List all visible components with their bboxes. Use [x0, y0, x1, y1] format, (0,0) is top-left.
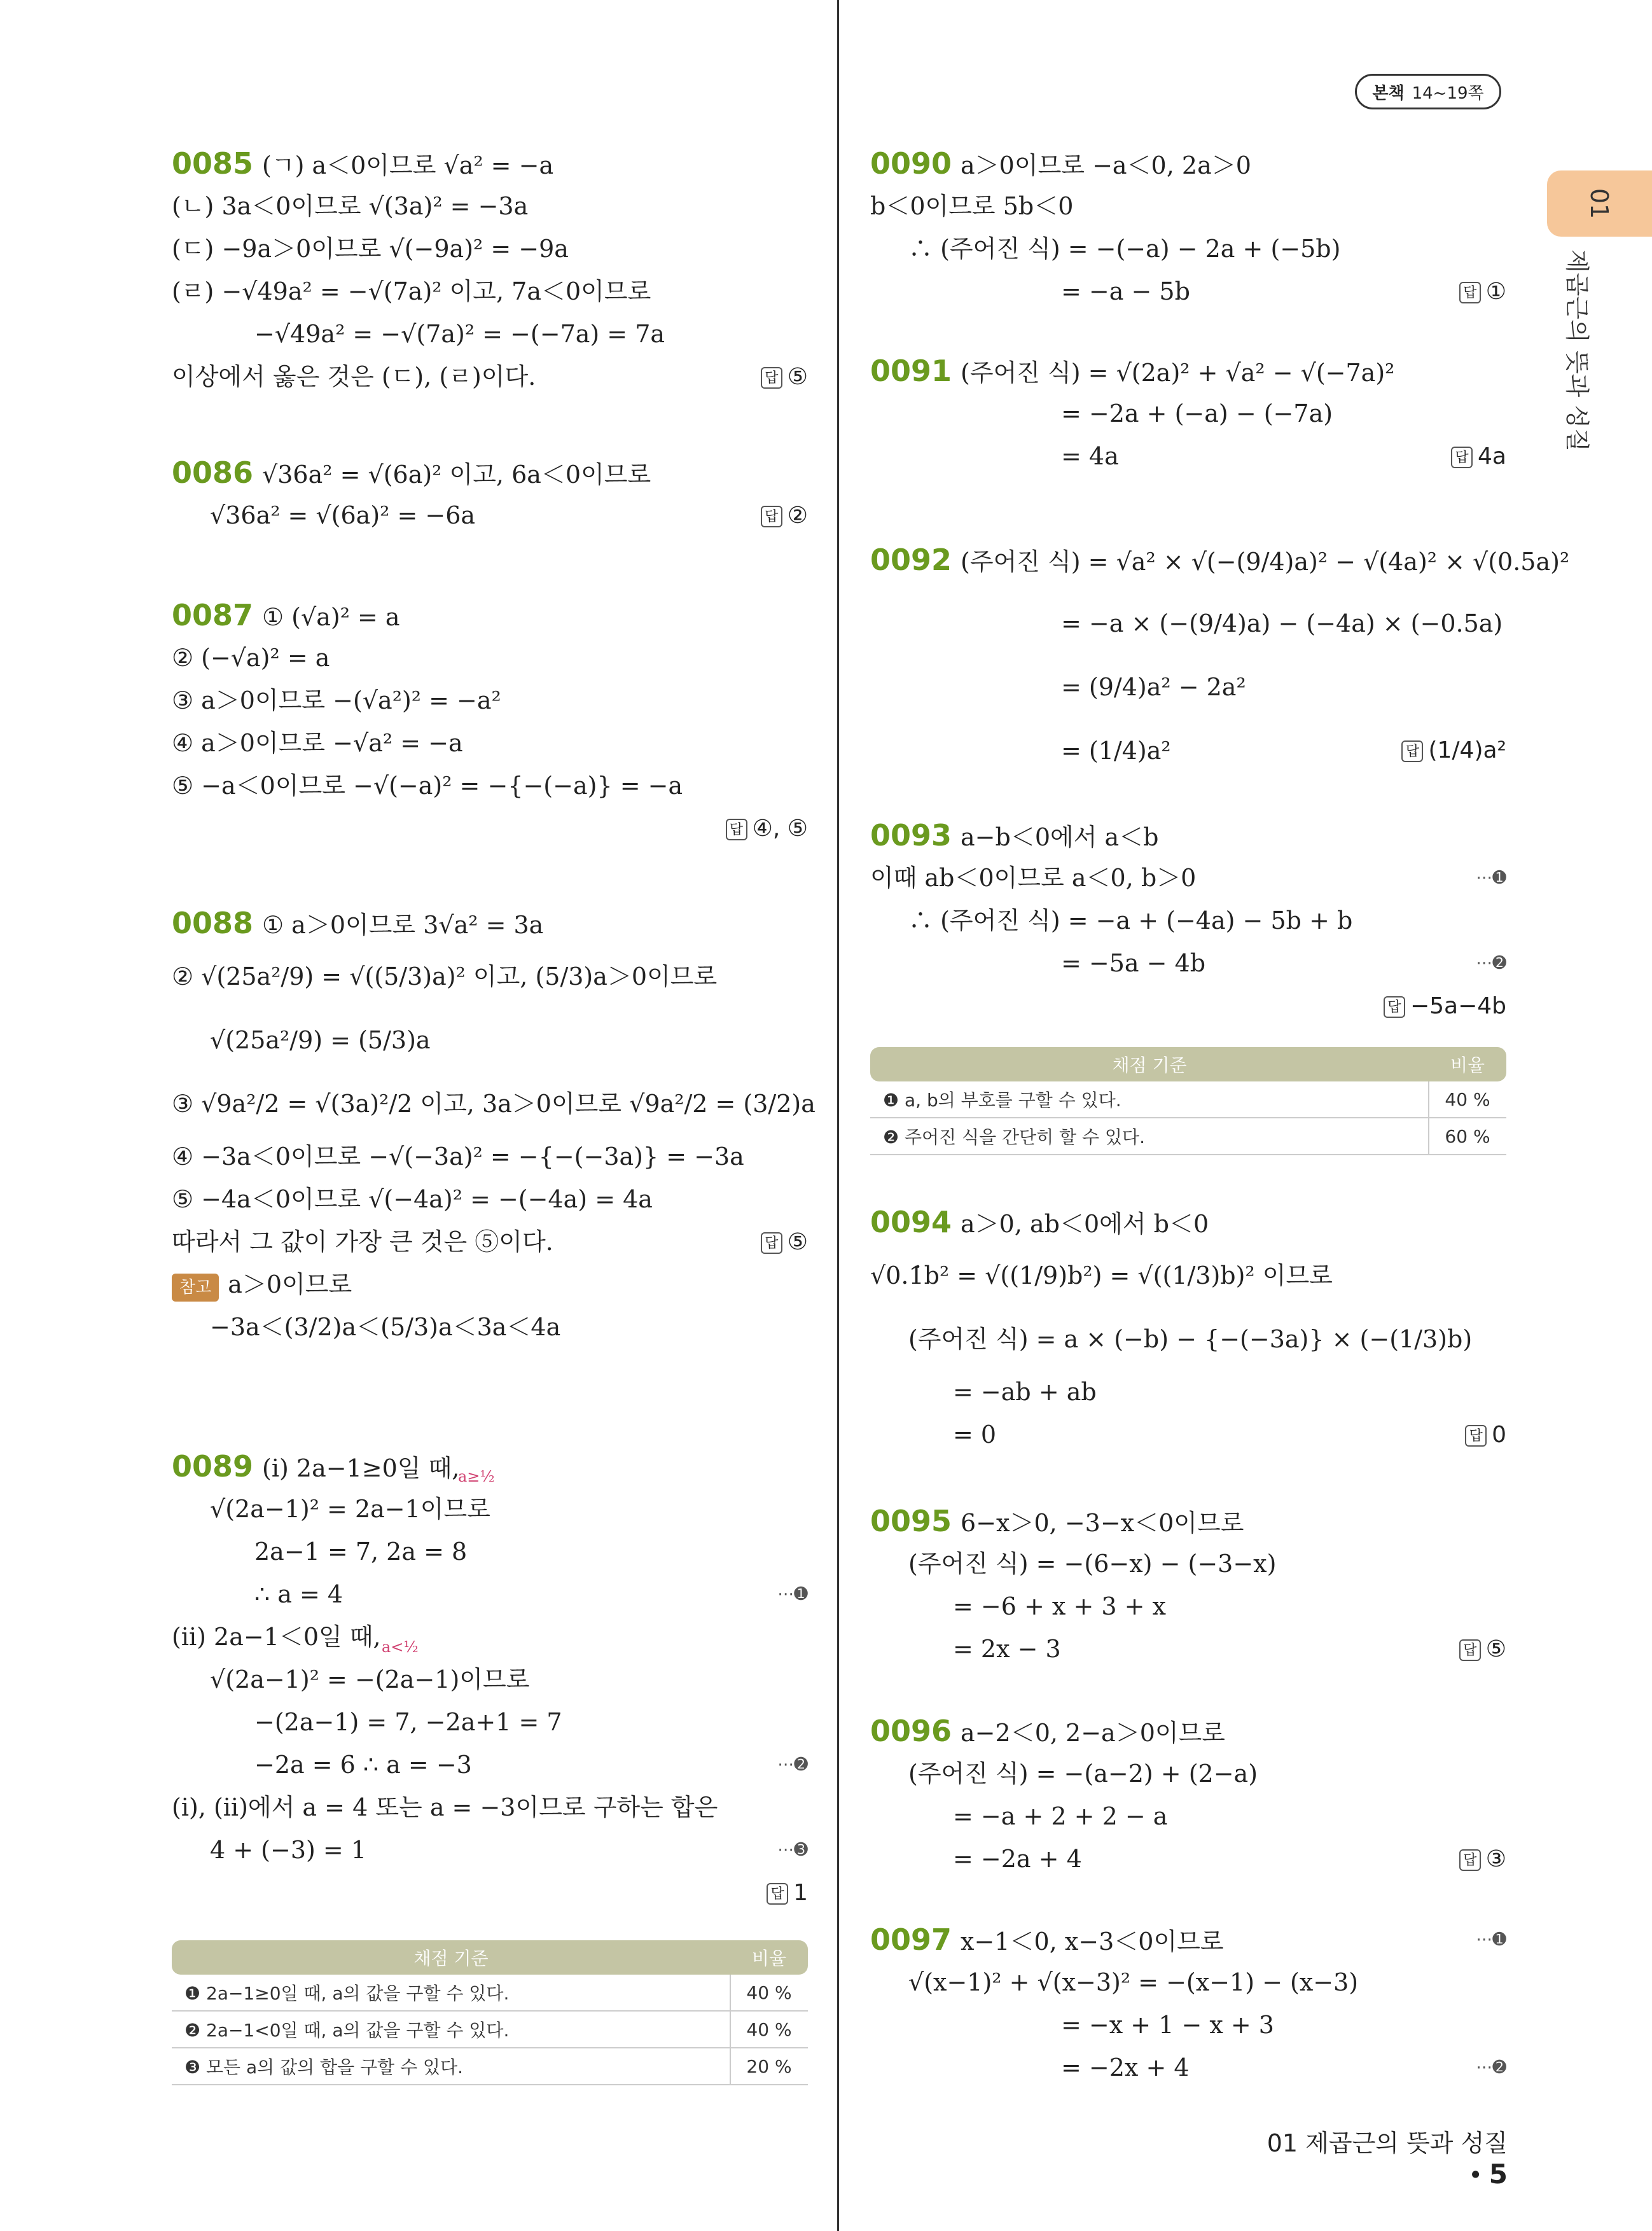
- answer-value: ⑤: [787, 1229, 808, 1255]
- solution-line: ③ √9a²/2 = √(3a)²/2 이고, 3a＞0이므로 √9a²/2 = (3/2)a: [172, 1090, 816, 1118]
- solution-line: −√49a² = −√(7a)² = −(−7a) = 7a: [254, 320, 665, 348]
- solution-line: a＞0이므로 −a＜0, 2a＞0: [961, 151, 1251, 179]
- ref-range: 14~19쪽: [1412, 83, 1484, 103]
- answer-value: ③: [1485, 1846, 1506, 1872]
- answer: [767, 1872, 808, 1914]
- answer: [1459, 1838, 1506, 1880]
- answer-value: ④, ⑤: [752, 816, 808, 842]
- solution-line: = −2a + 4: [953, 1845, 1082, 1873]
- solution-line: (ㄴ) 3a＜0이므로 √(3a)² = −3a: [172, 192, 529, 220]
- table-row: [870, 1081, 1506, 1118]
- solution-line: (주어진 식) = √(2a)² + √a² − √(−7a)²: [961, 359, 1395, 387]
- answer-label: 답: [1459, 1849, 1481, 1871]
- answer-label: 답: [761, 1232, 782, 1254]
- table-row: [172, 2048, 808, 2085]
- problem-number: 0086: [172, 455, 254, 490]
- solution-line: = 4a: [1061, 442, 1119, 470]
- answer-label: 답: [761, 367, 782, 389]
- ref-label: 본책: [1372, 83, 1405, 103]
- answer: [761, 356, 808, 398]
- problem-number: 0091: [870, 354, 952, 388]
- answer-value: (1/4)a²: [1428, 737, 1506, 763]
- step-marker: ⋯➊: [1476, 1930, 1506, 1949]
- solution-line: = (1/4)a²: [1061, 737, 1171, 765]
- solution-line: √(2a−1)² = 2a−1이므로: [210, 1495, 490, 1523]
- problem-0088: [172, 902, 816, 1349]
- solution-line: x−1＜0, x−3＜0이므로: [961, 1928, 1224, 1956]
- solution-line: √36a² = √(6a)² 이고, 6a＜0이므로: [262, 461, 651, 489]
- problem-number: 0095: [870, 1504, 952, 1538]
- column-divider: [837, 0, 839, 2231]
- answer: [1459, 1628, 1506, 1671]
- table-cell-ratio: 60 %: [1429, 1118, 1506, 1155]
- problem-number: 0085: [172, 146, 254, 181]
- table-header-criteria: 채점 기준: [870, 1047, 1429, 1081]
- solution-line: ⑤ −a＜0이므로 −√(−a)² = −{−(−a)} = −a: [172, 772, 683, 800]
- solution-line: −2a = 6 ∴ a = −3: [254, 1751, 472, 1779]
- solution-line: 이상에서 옳은 것은 (ㄷ), (ㄹ)이다.: [172, 363, 536, 391]
- chapter-tab: [1547, 170, 1652, 237]
- answer-value: ①: [1485, 279, 1506, 305]
- problem-0095: [870, 1500, 1506, 1671]
- problem-0097: [870, 1919, 1506, 2089]
- solution-line: (ㄹ) −√49a² = −√(7a)² 이고, 7a＜0이므로: [172, 277, 651, 305]
- solution-line: a−b＜0에서 a＜b: [961, 823, 1159, 851]
- solution-line: = −ab + ab: [953, 1378, 1097, 1406]
- answer: [1465, 1414, 1506, 1456]
- step-marker: ⋯➋: [1476, 2058, 1506, 2077]
- solution-line: b＜0이므로 5b＜0: [870, 192, 1074, 220]
- table-cell-criteria: ❸ 모든 a의 값의 합을 구할 수 있다.: [172, 2048, 730, 2085]
- solution-line: √(2a−1)² = −(2a−1)이므로: [210, 1665, 530, 1693]
- table-header-ratio: 비율: [730, 1940, 808, 1975]
- solution-line: = −6 + x + 3 + x: [953, 1592, 1166, 1620]
- problem-0091: [870, 350, 1506, 478]
- footer-chapter: 01 제곱근의 뜻과 성질 •: [1267, 2129, 1508, 2189]
- answer: [761, 494, 808, 537]
- answer: [1451, 435, 1506, 478]
- answer: [1384, 985, 1506, 1027]
- table-cell-ratio: 40 %: [730, 2011, 808, 2048]
- problem-0096: [870, 1710, 1506, 1880]
- solution-line: ② √(25a²/9) = √((5/3)a)² 이고, (5/3)a＞0이므로: [172, 963, 718, 990]
- answer-label: 답: [726, 819, 747, 840]
- solution-line: (주어진 식) = −(a−2) + (2−a): [908, 1760, 1258, 1788]
- problem-0089: [172, 1445, 808, 1914]
- solution-line: = −a − 5b: [1061, 277, 1190, 305]
- solution-line: = −x + 1 − x + 3: [1061, 2011, 1274, 2039]
- table-row: [172, 1975, 808, 2011]
- condition-annotation: a<½: [382, 1638, 419, 1656]
- solution-line: 따라서 그 값이 가장 큰 것은 ⑤이다.: [172, 1228, 553, 1256]
- solution-line: = 0: [953, 1421, 997, 1449]
- answer-value: ②: [787, 503, 808, 529]
- answer: [726, 807, 808, 850]
- step-marker: ⋯➌: [777, 1840, 808, 1859]
- table-cell-criteria: ❶ 2a−1≥0일 때, a의 값을 구할 수 있다.: [172, 1975, 730, 2011]
- solution-line: a−2＜0, 2−a＞0이므로: [961, 1719, 1226, 1747]
- solution-line: ② (−√a)² = a: [172, 644, 330, 672]
- step-marker: ⋯➊: [777, 1585, 808, 1604]
- solution-line: (ⅰ) 2a−1≥0일 때,: [262, 1454, 460, 1482]
- solution-line: ④ a＞0이므로 −√a² = −a: [172, 729, 463, 757]
- answer-value: ⑤: [787, 364, 808, 390]
- step-marker: ⋯➊: [1476, 868, 1506, 887]
- table-cell-ratio: 40 %: [730, 1975, 808, 2011]
- solution-line: √36a² = √(6a)² = −6a: [210, 501, 476, 529]
- solution-line: 이때 ab＜0이므로 a＜0, b＞0: [870, 864, 1197, 892]
- solution-line: = −a + 2 + 2 − a: [953, 1802, 1168, 1830]
- chapter-side-title-text: 제곱근의 뜻과 성질: [1563, 249, 1591, 452]
- solution-line: 2a−1 = 7, 2a = 8: [254, 1538, 468, 1566]
- solution-line: −(2a−1) = 7, −2a+1 = 7: [254, 1708, 562, 1736]
- grading-table-0093: [870, 1047, 1506, 1155]
- solution-line: (ⅰ), (ⅱ)에서 a = 4 또는 a = −3이므로 구하는 합은: [172, 1793, 718, 1821]
- solution-line: = −a × (−(9/4)a) − (−4a) × (−0.5a): [1061, 609, 1503, 637]
- problem-number: 0092: [870, 543, 952, 577]
- solution-line: (주어진 식) = −(6−x) − (−3−x): [908, 1550, 1277, 1578]
- problem-number: 0097: [870, 1922, 952, 1957]
- solution-line: = (9/4)a² − 2a²: [1061, 673, 1246, 701]
- problem-0093: [870, 814, 1506, 1027]
- solution-line: 4 + (−3) = 1: [210, 1836, 367, 1864]
- note-line: a＞0이므로: [228, 1270, 352, 1298]
- solution-line: ① (√a)² = a: [262, 603, 400, 631]
- solution-line: a＞0, ab＜0에서 b＜0: [961, 1210, 1209, 1238]
- solution-line: (주어진 식) = √a² × √(−(9/4)a)² − √(4a)² × √(0.5a)²: [961, 548, 1570, 576]
- chapter-side-title: [1546, 249, 1622, 452]
- problem-0094: [870, 1201, 1506, 1456]
- page-footer: [1266, 2123, 1508, 2190]
- table-cell-ratio: 40 %: [1429, 1081, 1506, 1118]
- problem-0085: [172, 142, 808, 398]
- solution-line: ⑤ −4a＜0이므로 √(−4a)² = −(−4a) = 4a: [172, 1185, 653, 1213]
- problem-0090: [870, 142, 1506, 313]
- step-marker: ⋯➋: [777, 1755, 808, 1774]
- solution-line: = −2a + (−a) − (−7a): [1061, 400, 1333, 427]
- problem-number: 0087: [172, 598, 254, 632]
- answer-value: 4a: [1478, 443, 1506, 469]
- grading-table-0089: [172, 1940, 808, 2085]
- problem-number: 0089: [172, 1449, 254, 1484]
- table-header-criteria: 채점 기준: [172, 1940, 730, 1975]
- table-row: [172, 2011, 808, 2048]
- problem-number: 0093: [870, 818, 952, 852]
- problem-0087: [172, 594, 808, 850]
- solution-line: ∴ a = 4: [254, 1580, 344, 1608]
- page-number: 5: [1489, 2158, 1508, 2190]
- answer-label: 답: [1451, 447, 1473, 468]
- answer-value: 0: [1492, 1422, 1506, 1448]
- answer-label: 답: [767, 1883, 788, 1905]
- problem-number: 0094: [870, 1205, 952, 1239]
- solution-line: (ㄷ) −9a＞0이므로 √(−9a)² = −9a: [172, 235, 569, 263]
- table-cell-ratio: 20 %: [730, 2048, 808, 2085]
- solution-line: √(25a²/9) = (5/3)a: [210, 1026, 431, 1054]
- step-marker: ⋯➋: [1476, 954, 1506, 973]
- solution-line: 6−x＞0, −3−x＜0이므로: [961, 1509, 1244, 1537]
- note-tag: 참고: [172, 1274, 219, 1302]
- answer-label: 답: [1459, 282, 1481, 303]
- problem-number: 0090: [870, 146, 952, 181]
- solution-line: ① a＞0이므로 3√a² = 3a: [262, 911, 544, 939]
- answer-value: ⑤: [1485, 1636, 1506, 1662]
- answer-value: −5a−4b: [1410, 993, 1506, 1019]
- table-header-ratio: 비율: [1429, 1047, 1506, 1081]
- table-cell-criteria: ❷ 주어진 식을 간단히 할 수 있다.: [870, 1118, 1429, 1155]
- answer: [1459, 270, 1506, 313]
- answer-label: 답: [761, 506, 782, 527]
- answer: [761, 1221, 808, 1263]
- answer-value: 1: [793, 1880, 808, 1906]
- page-reference-badge: [1355, 74, 1501, 109]
- table-cell-criteria: ❷ 2a−1<0일 때, a의 값을 구할 수 있다.: [172, 2011, 730, 2048]
- solution-line: ④ −3a＜0이므로 −√(−3a)² = −{−(−3a)} = −3a: [172, 1143, 744, 1171]
- answer-label: 답: [1459, 1639, 1481, 1661]
- solution-line: (주어진 식) = a × (−b) − {−(−3a)} × (−(1/3)b): [908, 1325, 1473, 1353]
- table-row: [870, 1118, 1506, 1155]
- chapter-tab-number: 01: [1585, 188, 1614, 219]
- solution-line: (ⅱ) 2a−1＜0일 때,: [172, 1623, 381, 1651]
- solution-line: ③ a＞0이므로 −(√a²)² = −a²: [172, 686, 501, 714]
- problem-0086: [172, 452, 808, 537]
- solution-line: = −2x + 4: [1061, 2054, 1190, 2082]
- condition-annotation: a≥½: [458, 1468, 495, 1485]
- solution-line: = 2x − 3: [953, 1635, 1061, 1663]
- answer-label: 답: [1384, 996, 1405, 1018]
- solution-line: (ㄱ) a＜0이므로 √a² = −a: [262, 151, 554, 179]
- problem-number: 0088: [172, 906, 254, 940]
- answer: [1401, 719, 1506, 782]
- problem-0092: [870, 528, 1570, 782]
- solution-line: √0.1̇b² = √((1/9)b²) = √((1/3)b)² 이므로: [870, 1261, 1333, 1289]
- note-line: −3a＜(3/2)a＜(5/3)a＜3a＜4a: [210, 1313, 561, 1341]
- answer-label: 답: [1465, 1425, 1487, 1447]
- solution-line: ∴ (주어진 식) = −a + (−4a) − 5b + b: [908, 907, 1353, 935]
- problem-number: 0096: [870, 1714, 952, 1748]
- answer-label: 답: [1401, 740, 1423, 762]
- solution-line: √(x−1)² + √(x−3)² = −(x−1) − (x−3): [908, 1968, 1359, 1996]
- solution-line: = −5a − 4b: [1061, 949, 1206, 977]
- table-cell-criteria: ❶ a, b의 부호를 구할 수 있다.: [870, 1081, 1429, 1118]
- solution-line: ∴ (주어진 식) = −(−a) − 2a + (−5b): [908, 235, 1341, 263]
